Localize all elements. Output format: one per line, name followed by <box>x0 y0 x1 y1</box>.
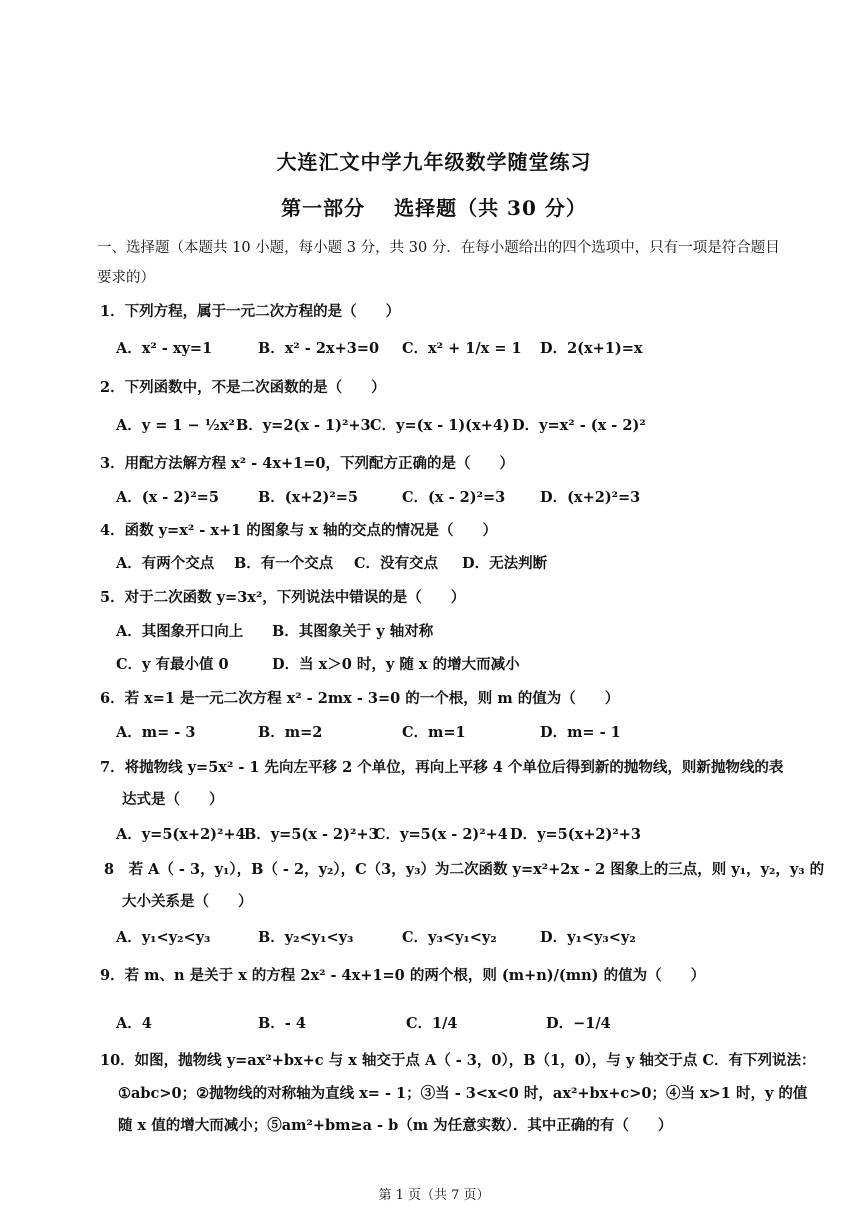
q4-option-c[interactable]: C．没有交点 <box>354 555 439 572</box>
question-8-stem: 8 若 A（ - 3，y₁），B（ - 2，y₂），C（3，y₃）为二次函数 y=x²+2x - 2 图象上的三点，则 y₁，y₂，y₃ 的 <box>104 861 825 878</box>
q6-option-d[interactable]: D．m= - 1 <box>540 724 621 741</box>
q5-option-c[interactable]: C．y 有最小值 0 <box>116 656 229 673</box>
q4-option-b[interactable]: B．有一个交点 <box>234 555 334 572</box>
q2-option-a[interactable]: A．y = 1 − ½x² <box>116 417 235 434</box>
q7-option-a[interactable]: A．y=5(x+2)²+4 <box>116 826 246 843</box>
q7-option-c[interactable]: C．y=5(x - 2)²+4 <box>374 826 508 843</box>
q6-option-c[interactable]: C．m=1 <box>402 724 466 741</box>
question-7-stem: 7．将抛物线 y=5x² - 1 先向左平移 2 个单位，再向上平移 4 个单位后得到新的抛物线，则新抛物线的表 <box>100 759 784 776</box>
q3-option-c[interactable]: C．(x - 2)²=3 <box>402 489 506 506</box>
q9-option-b[interactable]: B．- 4 <box>258 1015 306 1032</box>
q2-option-c[interactable]: C．y=(x - 1)(x+4) <box>370 417 510 434</box>
page-footer: 第 1 页（共 7 页） <box>378 1188 490 1203</box>
q6-option-b[interactable]: B．m=2 <box>258 724 323 741</box>
question-7-stem-cont: 达式是（ ） <box>122 791 224 808</box>
q1-option-a[interactable]: A．x² - xy=1 <box>116 340 213 357</box>
q4-option-d[interactable]: D．无法判断 <box>462 555 548 572</box>
question-4-stem: 4．函数 y=x² - x+1 的图象与 x 轴的交点的情况是（ ） <box>100 522 497 539</box>
q2-option-d[interactable]: D．y=x² - (x - 2)² <box>512 417 646 434</box>
q9-option-a[interactable]: A．4 <box>116 1015 152 1032</box>
question-10-stem: 10．如图，抛物线 y=ax²+bx+c 与 x 轴交于点 A（ - 3，0），B（1，0），与 y 轴交于点 C．有下列说法： <box>100 1052 816 1069</box>
question-9-stem: 9．若 m、n 是关于 x 的方程 2x² - 4x+1=0 的两个根，则 (m+n)/(mn) 的值为（ ） <box>100 967 706 984</box>
question-2-stem: 2．下列函数中，不是二次函数的是（ ） <box>100 379 386 396</box>
q5-option-d[interactable]: D．当 x＞0 时，y 随 x 的增大而减小 <box>272 656 520 673</box>
q5-option-b[interactable]: B．其图象关于 y 轴对称 <box>272 623 434 640</box>
question-3-stem: 3．用配方法解方程 x² - 4x+1=0，下列配方正确的是（ ） <box>100 455 514 472</box>
q6-option-a[interactable]: A．m= - 3 <box>116 724 196 741</box>
q1-option-d[interactable]: D．2(x+1)=x <box>540 340 643 357</box>
q8-option-a[interactable]: A．y₁<y₂<y₃ <box>116 929 211 946</box>
instructions-line-1: 一、选择题（本题共 10 小题，每小题 3 分，共 30 分．在每小题给出的四个选项中，只有一项是符合题目 <box>97 240 780 256</box>
question-1-stem: 1．下列方程，属于一元二次方程的是（ ） <box>100 303 401 320</box>
instructions-line-2: 要求的） <box>97 270 155 286</box>
q8-option-d[interactable]: D．y₁<y₃<y₂ <box>540 929 636 946</box>
q1-option-c[interactable]: C．x² + 1/x = 1 <box>402 340 522 357</box>
page-title: 大连汇文中学九年级数学随堂练习 <box>276 150 592 174</box>
q8-option-c[interactable]: C．y₃<y₁<y₂ <box>402 929 497 946</box>
q7-option-d[interactable]: D．y=5(x+2)²+3 <box>510 826 641 843</box>
q4-option-a[interactable]: A．有两个交点 <box>116 555 215 572</box>
question-8-stem-cont: 大小关系是（ ） <box>122 893 253 910</box>
q9-option-d[interactable]: D．−1/4 <box>546 1015 611 1032</box>
q9-option-c[interactable]: C．1/4 <box>406 1015 458 1032</box>
q2-option-b[interactable]: B．y=2(x - 1)²+3 <box>236 417 371 434</box>
q7-option-b[interactable]: B．y=5(x - 2)²+3 <box>244 826 379 843</box>
q3-option-a[interactable]: A．(x - 2)²=5 <box>116 489 219 506</box>
question-10-stem-cont-1: ①abc>0；②抛物线的对称轴为直线 x= - 1；③当 - 3<x<0 时，ax²+bx+c>0；④当 x>1 时，y 的值 <box>118 1085 808 1102</box>
section-subtitle: 第一部分 选择题（共 30 分） <box>281 196 587 220</box>
q1-option-b[interactable]: B．x² - 2x+3=0 <box>258 340 380 357</box>
question-10-stem-cont-2: 随 x 值的增大而减小；⑤am²+bm≥a - b（m 为任意实数）．其中正确的有（ ） <box>118 1117 673 1134</box>
q3-option-b[interactable]: B．(x+2)²=5 <box>258 489 358 506</box>
q5-option-a[interactable]: A．其图象开口向上 <box>116 623 244 640</box>
question-5-stem: 5．对于二次函数 y=3x²，下列说法中错误的是（ ） <box>100 589 466 606</box>
question-6-stem: 6．若 x=1 是一元二次方程 x² - 2mx - 3=0 的一个根，则 m 的值为（ ） <box>100 690 620 707</box>
q3-option-d[interactable]: D．(x+2)²=3 <box>540 489 641 506</box>
q8-option-b[interactable]: B．y₂<y₁<y₃ <box>258 929 354 946</box>
